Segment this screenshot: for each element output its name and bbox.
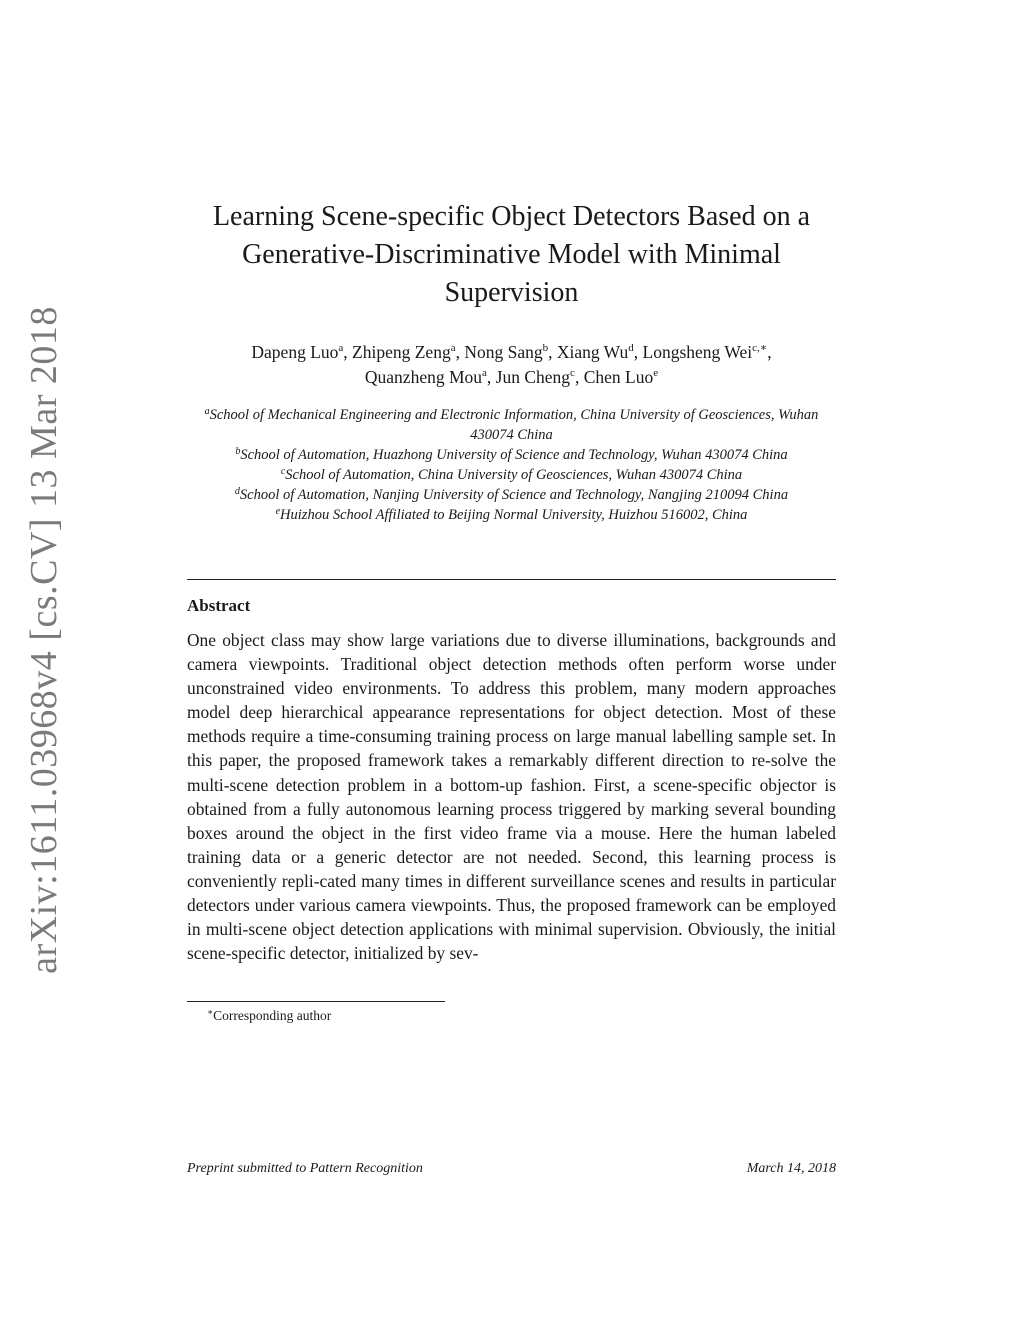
author-affil-mark: c xyxy=(570,367,575,379)
title-line: Supervision xyxy=(444,277,579,308)
author-separator: , xyxy=(633,342,643,362)
page-footer xyxy=(187,1161,836,1177)
arxiv-identifier-stamp: arXiv:1611.03968v4 [cs.CV] 13 Mar 2018 xyxy=(23,306,65,974)
abstract-body: One object class may show large variations due to diverse illuminations, backgrounds and camera viewpoints. Traditional object detection methods often perform worse under unconstrained video environments. To address this problem, many modern approaches model deep hierarchical appearance representations for object detection. Most of these methods require a time-consuming training process on large manual labelling sample set. In this paper, the proposed framework takes a remarkably different direction to re-solve the multi-scene detection problem in a bottom-up fashion. First, a scene-specific objector is obtained from a fully autonomous learning process triggered by marking several bounding boxes around the object in the first video frame via a mouse. Here the human labeled training data or a generic detector are not needed. Second, this learning process is conveniently repli-cated many times in different surveillance scenes and results in particular detectors under various camera viewpoints. Thus, the proposed framework can be employed in multi-scene object detection applications with minimal supervision. Obviously, the initial scene-specific detector, initialized by sev- xyxy=(187,630,836,964)
affiliation-text: Huizhou School Affiliated to Beijing Normal University, Huizhou 516002, China xyxy=(280,507,748,523)
author-separator: , xyxy=(574,367,584,387)
author-affil-mark: c,∗ xyxy=(752,342,768,354)
paper-title xyxy=(157,198,866,312)
footer-date: March 14, 2018 xyxy=(746,1161,836,1176)
author-affil-mark: a xyxy=(450,342,456,354)
affiliation-item xyxy=(187,445,836,465)
author-affil-mark: a xyxy=(482,367,487,379)
corresponding-author-footnote xyxy=(187,1008,836,1024)
affiliation-text: School of Mechanical Engineering and Electronic Information, China University of Geosciences, Wuhan 430074 China xyxy=(209,407,819,443)
author-name: Zhipeng Zeng xyxy=(352,342,451,362)
affiliation-item xyxy=(187,485,836,505)
affiliation-item xyxy=(187,405,836,445)
title-line: Learning Scene-specific Object Detectors Based on a xyxy=(212,201,811,232)
author-name: Dapeng Luo xyxy=(251,342,339,362)
affiliation-text: School of Automation, China University of Geosciences, Wuhan 430074 China xyxy=(285,467,743,483)
abstract-top-rule xyxy=(187,579,836,580)
affiliation-item xyxy=(187,465,836,485)
affiliation-mark: a xyxy=(204,406,210,417)
author-separator: , xyxy=(343,342,353,362)
author-separator: , xyxy=(767,342,772,362)
footnote-text: Corresponding author xyxy=(213,1008,332,1024)
author-name: Jun Cheng xyxy=(495,367,571,387)
author-name: Chen Luo xyxy=(583,367,654,387)
author-name: Quanzheng Mou xyxy=(364,367,483,387)
footnote-rule xyxy=(187,1001,445,1002)
footer-venue: Preprint submitted to Pattern Recognition xyxy=(187,1161,423,1176)
author-separator: , xyxy=(486,367,496,387)
title-line: Generative-Discriminative Model with Minimal xyxy=(242,239,781,270)
author-affil-mark: e xyxy=(653,367,659,379)
affiliation-text: School of Automation, Huazhong University of Science and Technology, Wuhan 430074 China xyxy=(240,447,788,463)
author-separator: , xyxy=(548,342,557,362)
affiliation-item xyxy=(187,505,836,525)
author-affil-mark: b xyxy=(542,342,549,354)
author-line-1 xyxy=(187,340,836,365)
affiliation-mark: b xyxy=(235,446,241,457)
paper-first-page xyxy=(187,198,836,1024)
author-affil-mark: a xyxy=(338,342,344,354)
affiliation-text: School of Automation, Nanjing University of Science and Technology, Nangjing 210094 China xyxy=(239,487,789,503)
author-name: Nong Sang xyxy=(464,342,543,362)
affiliation-mark: e xyxy=(275,506,281,517)
affiliation-list xyxy=(187,405,836,525)
affiliation-mark: c xyxy=(280,466,286,477)
author-affil-mark: d xyxy=(628,342,634,354)
author-separator: , xyxy=(455,342,465,362)
affiliation-mark: d xyxy=(234,486,240,497)
footnote-mark: ∗ xyxy=(207,1007,214,1018)
author-line-2 xyxy=(187,365,836,390)
author-name: Xiang Wu xyxy=(556,342,629,362)
abstract-heading: Abstract xyxy=(187,596,251,615)
author-list xyxy=(187,340,836,390)
author-name: Longsheng Wei xyxy=(642,342,753,362)
